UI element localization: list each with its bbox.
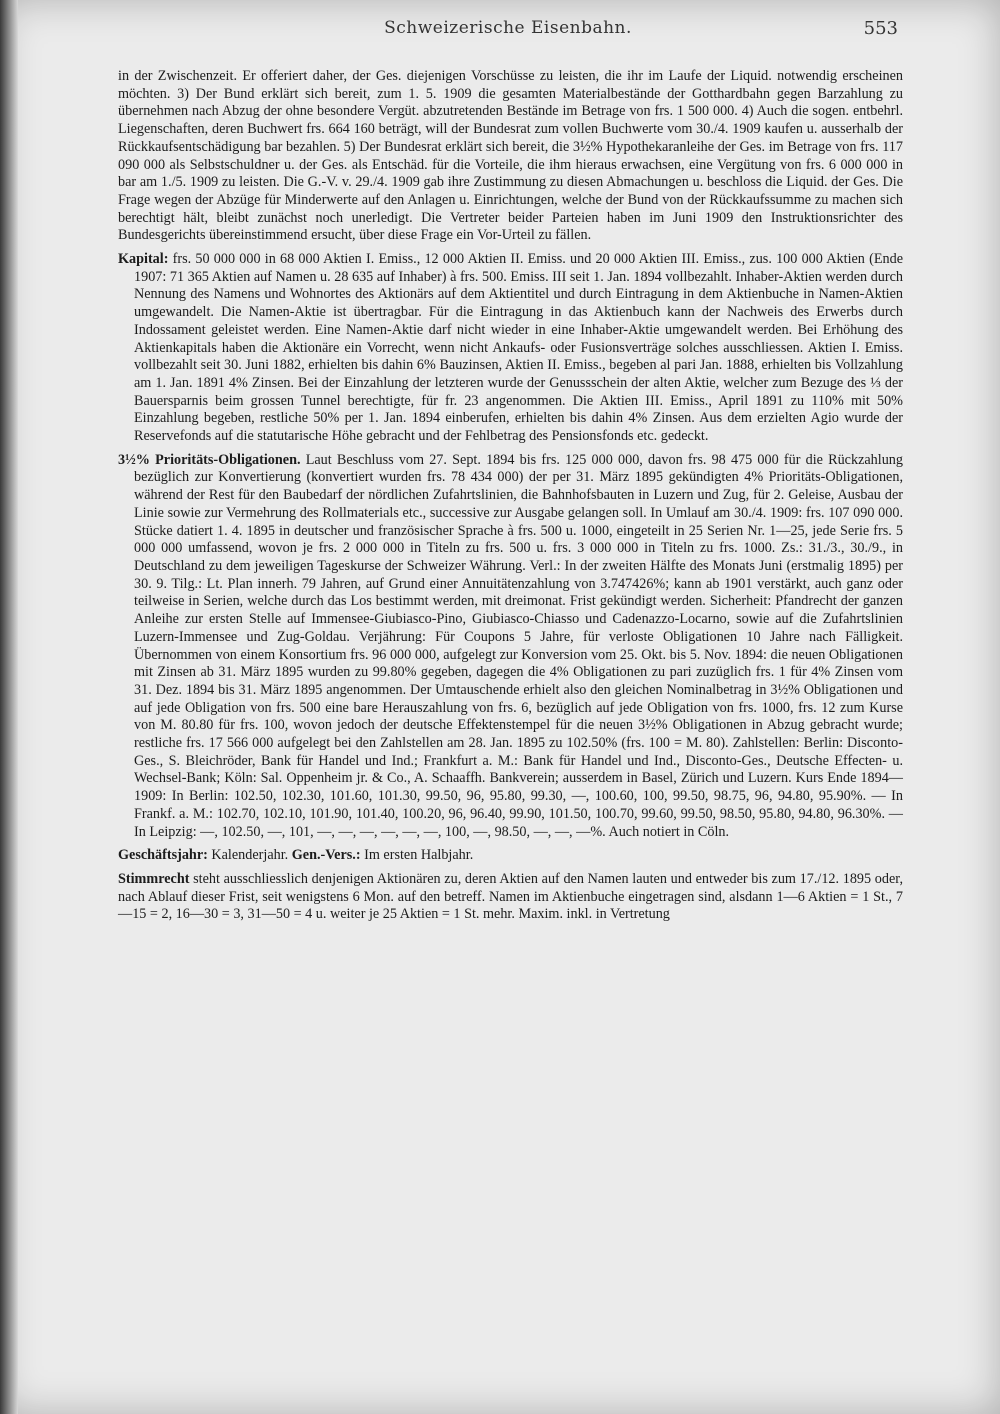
paragraph-text: frs. 50 000 000 in 68 000 Aktien I. Emiss., 12 000 Aktien II. Emiss. und 20 000 Aktien III. Emiss., zus. 100 000 Aktien (Ende 1907: 71 365 Aktien auf Namen u. 28 635 auf Inhaber) à frs. 500. Emiss. III seit 1. Jan. 1894 vollbezahlt. Inhaber-Aktien werden durch Nennung des Namens und Wohnortes des Aktionärs auf dem Aktientitel und durch Eintragung in dem Aktienbuche in Namen-Aktien umgewandelt. Die Namen-Aktie ist übertragbar. Für die Eintragung in das Aktienbuch kann der Nachweis des Erwerbs durch Indossament geleistet werden. Eine Namen-Aktie darf nicht wieder in eine Inhaber-Aktie umgewandelt werden. Bei Erhöhung des Aktienkapitals haben die Aktionäre ein Vorrecht, wenn nicht Ankaufs- oder Fusionsverträge solches ausschliessen. Aktien I. Emiss. vollbezahlt seit 30. Juni 1882, erhielten bis dahin 6% Bauzinsen, Aktien II. Emiss., begeben al pari Jan. 1888, erhielten bis Vollzahlung am 1. Jan. 1891 4% Zinsen. Bei der Einzahlung der letzteren wurde der Genussschein der alten Aktie, welcher zum Bezuge des ⅓ der Bauersparnis beim grossen Tunnel berechtigte, für fr. 23 angenommen. Die Aktien III. Emiss., April 1891 zu 110% mit 50% Einzahlung begeben, restliche 50% per 1. Jan. 1894 einberufen, erhielten bis dahin 4% Zinsen. Aus dem erzielten Agio wurde der Reservefonds auf die statutarische Höhe gebracht und der Fehlbetrag des Pensionsfonds etc. gedeckt. (134, 251, 903, 445)
paragraph-kapital (118, 251, 903, 446)
page-body (118, 68, 903, 930)
paragraph-stimmrecht (118, 871, 903, 924)
paragraph-text: steht ausschliesslich denjenigen Aktionären zu, deren Aktien auf den Namen lauten und entweder bis zum 17./12. 1895 oder, nach Ablauf dieser Frist, seit wenigstens 6 Mon. auf den betreff. Namen im Aktienbuche eingetragen sind, alsdann 1—6 Aktien = 1 St., 7—15 = 2, 16—30 = 3, 31—50 = 4 u. weiter je 25 Aktien = 1 St. mehr. Maxim. inkl. in Vertretung (118, 870, 903, 923)
page-header (118, 18, 898, 44)
page-number: 553 (863, 18, 898, 39)
paragraph-geschaeftsjahr (118, 847, 903, 865)
running-title: Schweizerische Eisenbahn. (384, 18, 632, 38)
section-term-obligationen: 3½% Prioritäts-Obligationen. (118, 451, 301, 468)
paragraph-text: Laut Beschluss vom 27. Sept. 1894 bis frs. 125 000 000, davon frs. 98 475 000 für die Rückzahlung bezüglich zur Konvertierung (konvertiert wurden frs. 78 434 000) der per 31. März 1895 gekündigten 4% Prioritäts-Obligationen, während der Rest für den Baubedarf der nördlichen Zufahrtslinien, die Bahnhofsbauten in Luzern und Zug, für 2. Geleise, Ausbau der Linie sowie zur Vermehrung des Rollmaterials etc., successive zur Ausgabe gelangen soll. In Umlauf am 30./4. 1909: frs. 107 090 000. Stücke datiert 1. 4. 1895 in deutscher und französischer Sprache à frs. 500 u. 1000, eingeteilt in 25 Serien Nr. 1—25, jede Serie frs. 5 000 000 umfassend, wovon je frs. 2 000 000 in Titeln zu frs. 500 u. frs. 3 000 000 in Titeln zu frs. 1000. Zs.: 31./3., 30./9., in Deutschland zu dem jeweiligen Tageskurse der Schweizer Währung. Verl.: In der zweiten Hälfte des Monats Juni (erstmalig 1895) per 30. 9. Tilg.: Lt. Plan innerh. 79 Jahren, auf Grund einer Annuitätenzahlung von 3.747426%; kann ab 1901 verstärkt, auch ganz oder teilweise in Serien, welche durch das Los bestimmt werden, mit dreimonat. Frist gekündigt werden. Sicherheit: Pfandrecht der ganzen Anleihe zur ersten Stelle auf Immensee-Giubiasco-Pino, Giubiasco-Chiasso und Cadenazzo-Locarno, sowie auf die Zufahrtslinien Luzern-Immensee und Zug-Goldau. Verjährung: Für Coupons 5 Jahre, für verloste Obligationen 10 Jahre nach Fälligkeit. Übernommen von einem Konsortium frs. 96 000 000, aufgelegt zur Konversion vom 25. Okt. bis 5. Nov. 1894: die neuen Obligationen mit Zinsen ab 31. März 1895 wurden zu 99.80% gegeben, dagegen die 4% Obligationen zu pari zuzüglich frs. 1 für 4% Zinsen vom 31. Dez. 1894 bis 31. März 1895 angenommen. Der Umtauschende erhielt also den gleichen Nominalbetrag in 3½% Obligationen und auf jede Obligation von frs. 500 eine bare Herauszahlung von frs. 6, bezüglich auf jede Obligation von frs. 1000, frs. 12 zum Kurse von M. 80.80 für frs. 100, wovon jedoch der deutsche Effektenstempel für die neuen 3½% Obligationen in Abzug gebracht wurde; restliche frs. 17 566 000 aufgelegt bei den Zahlstellen am 28. Jan. 1895 zu 102.50% (frs. 100 = M. 80). Zahlstellen: Berlin: Disconto-Ges., S. Bleichröder, Bank für Handel und Ind.; Frankfurt a. M.: Bank für Handel und Ind., Disconto-Ges., Deutsche Effecten- u. Wechsel-Bank; Köln: Sal. Oppenheim jr. & Co., A. Schaaffh. Bankverein; ausserdem in Basel, Zürich und Luzern. Kurs Ende 1894—1909: In Berlin: 102.50, 102.30, 101.60, 101.30, 99.50, 96, 95.80, 99.30, —, 100.60, 100, 99.50, 98.75, 96, 94.80, 95.90%. — In Frankf. a. M.: 102.70, 102.10, 101.90, 101.40, 100.20, 96, 96.40, 99.90, 101.50, 100.70, 99.60, 99.50, 98.50, 95.80, 94.80, 96.30%. — In Leipzig: —, 102.50, —, 101, —, —, —, —, —, —, 100, —, 98.50, —, —, —%. Auch notiert in Cöln. (134, 451, 903, 840)
section-term-stimmrecht: Stimmrecht (118, 870, 190, 887)
paragraph-text: Im ersten Halbjahr. (360, 847, 474, 864)
paragraph-text: in der Zwischenzeit. Er offeriert daher, der Ges. diejenigen Vorschüsse zu leisten, die ihr im Laufe der Liquid. notwendig erscheinen möchten. 3) Der Bund erklärt sich bereit, zum 1. 5. 1909 die gesamten Materialbestände der Gotthardbahn gegen Barzahlung zu übernehmen nach Abzug der ohne besondere Vergüt. abzutretenden Bestände im Betrage von frs. 1 500 000. 4) Auch die sogen. entbehrl. Liegenschaften, deren Buchwert frs. 664 160 beträgt, will der Bundesrat zum vollen Buchwerte vom 30./4. 1909 kaufen u. ausserhalb der Rückkaufsentschädigung bar bezahlen. 5) Der Bundesrat erklärt sich bereit, die 3½% Hypothekaranleihe der Ges. im Betrage von frs. 117 090 000 als Selbstschuldner u. der Ges. als Entschäd. für die Vorteile, die ihm hieraus erwachsen, eine Vergütung von frs. 6 000 000 in bar am 1./5. 1909 zu leisten. Die G.-V. v. 29./4. 1909 gab ihre Zustimmung zu diesen Abmachungen u. beschloss die Liquid. der Ges. Die Frage wegen der Abzüge für Minderwerte auf den Anlagen u. Einrichtungen, welche der Bund von der Rückkaufssumme zu machen sich berechtigt hält, bleibt zunächst noch unerledigt. Die Vertreter beider Parteien haben im Juni 1909 den Instruktionsrichter des Bundesgerichts übereinstimmend ersucht, über diese Frage ein Vor-Urteil zu fällen. (118, 68, 903, 244)
section-term-geschaeftsjahr: Geschäftsjahr: (118, 847, 208, 864)
binding-edge (0, 0, 18, 1414)
paragraph-prioritaets-obligationen (118, 452, 903, 841)
section-term-gen-vers: Gen.-Vers.: (291, 847, 361, 864)
section-term-kapital: Kapital: (118, 251, 169, 268)
paragraph-liquidation (118, 68, 903, 245)
paragraph-text: Kalenderjahr. (207, 847, 292, 864)
